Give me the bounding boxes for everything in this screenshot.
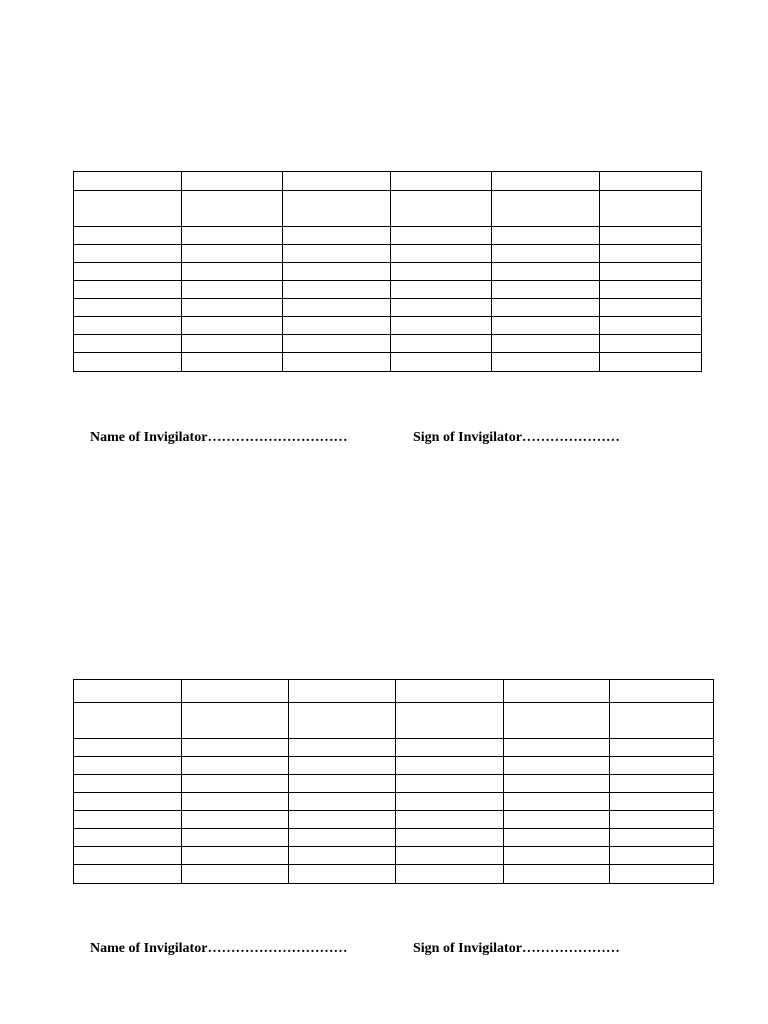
table-cell	[600, 335, 702, 353]
table-cell	[289, 865, 396, 884]
name-of-invigilator-1	[90, 430, 347, 446]
table-cell	[289, 793, 396, 811]
table-cell	[391, 263, 492, 281]
table-cell	[283, 335, 391, 353]
table-cell	[74, 335, 182, 353]
table-cell	[182, 335, 283, 353]
table-cell	[391, 335, 492, 353]
table-cell	[74, 793, 182, 811]
table-cell	[182, 191, 283, 227]
table-cell	[610, 739, 714, 757]
table-cell	[289, 775, 396, 793]
table-cell	[391, 172, 492, 191]
table-cell	[283, 317, 391, 335]
table-cell	[600, 227, 702, 245]
table-cell	[504, 775, 610, 793]
table-cell	[391, 281, 492, 299]
table-row	[74, 865, 714, 884]
table-cell	[600, 172, 702, 191]
name-dots: …………………………	[207, 941, 348, 956]
table-cell	[600, 299, 702, 317]
table-cell	[492, 353, 600, 372]
table-cell	[74, 353, 182, 372]
table-row	[74, 317, 702, 335]
table-cell	[492, 191, 600, 227]
table-cell	[182, 811, 289, 829]
table-cell	[396, 811, 504, 829]
table-cell	[504, 865, 610, 884]
table-cell	[492, 263, 600, 281]
table-cell	[74, 847, 182, 865]
sign-of-invigilator-1	[413, 430, 620, 446]
name-label: Name of Invigilator	[90, 941, 208, 956]
table-cell	[283, 299, 391, 317]
table-cell	[610, 865, 714, 884]
table-cell	[182, 263, 283, 281]
invigilator-table-2	[73, 679, 714, 884]
table-cell	[610, 793, 714, 811]
table-cell	[74, 865, 182, 884]
sign-dots: …………………	[521, 430, 620, 445]
table-cell	[492, 299, 600, 317]
table-cell	[182, 245, 283, 263]
table-cell	[396, 847, 504, 865]
table-cell	[610, 703, 714, 739]
table-cell	[391, 317, 492, 335]
table-row	[74, 172, 702, 191]
table-cell	[182, 757, 289, 775]
table-cell	[74, 680, 182, 703]
name-label: Name of Invigilator	[90, 430, 208, 445]
table-row	[74, 829, 714, 847]
table-cell	[492, 281, 600, 299]
table-cell	[74, 829, 182, 847]
sign-dots: …………………	[521, 941, 620, 956]
sign-label: Sign of Invigilator	[413, 941, 522, 956]
table-cell	[182, 299, 283, 317]
table-cell	[182, 847, 289, 865]
table-cell	[396, 680, 504, 703]
table-cell	[74, 317, 182, 335]
table-cell	[182, 227, 283, 245]
table-cell	[600, 281, 702, 299]
table-row	[74, 793, 714, 811]
table-cell	[391, 227, 492, 245]
table-cell	[283, 353, 391, 372]
table-cell	[504, 680, 610, 703]
table-cell	[74, 245, 182, 263]
table-cell	[504, 703, 610, 739]
invigilator-table-1	[73, 171, 702, 372]
table-cell	[504, 829, 610, 847]
table-cell	[182, 317, 283, 335]
table-cell	[289, 847, 396, 865]
table-cell	[182, 775, 289, 793]
table-cell	[74, 757, 182, 775]
table-cell	[600, 353, 702, 372]
table-cell	[182, 739, 289, 757]
table-cell	[391, 353, 492, 372]
table-cell	[610, 811, 714, 829]
table-cell	[289, 829, 396, 847]
table-row	[74, 299, 702, 317]
table-cell	[492, 335, 600, 353]
table-cell	[74, 227, 182, 245]
table-cell	[504, 847, 610, 865]
table-cell	[396, 757, 504, 775]
table-cell	[182, 680, 289, 703]
table-cell	[492, 245, 600, 263]
table-cell	[600, 191, 702, 227]
table-cell	[182, 281, 283, 299]
table-cell	[283, 172, 391, 191]
table-row	[74, 245, 702, 263]
table-cell	[396, 739, 504, 757]
table-cell	[74, 299, 182, 317]
table-cell	[610, 829, 714, 847]
table-cell	[610, 775, 714, 793]
table-1-body	[74, 172, 702, 372]
table-cell	[283, 263, 391, 281]
table-row	[74, 335, 702, 353]
table-row	[74, 227, 702, 245]
table-cell	[74, 739, 182, 757]
table-cell	[74, 703, 182, 739]
table-cell	[396, 703, 504, 739]
table-cell	[289, 811, 396, 829]
table-cell	[182, 865, 289, 884]
table-cell	[492, 172, 600, 191]
table-cell	[74, 263, 182, 281]
table-cell	[289, 739, 396, 757]
table-cell	[391, 299, 492, 317]
table-cell	[610, 847, 714, 865]
table-cell	[289, 757, 396, 775]
table-cell	[504, 739, 610, 757]
table-row	[74, 353, 702, 372]
table-row	[74, 281, 702, 299]
name-of-invigilator-2	[90, 941, 347, 957]
table-cell	[391, 245, 492, 263]
table-cell	[289, 703, 396, 739]
table-cell	[610, 680, 714, 703]
table-cell	[283, 281, 391, 299]
table-row	[74, 191, 702, 227]
table-cell	[74, 281, 182, 299]
table-cell	[182, 793, 289, 811]
table-row	[74, 811, 714, 829]
table-cell	[182, 172, 283, 191]
table-cell	[504, 811, 610, 829]
table-cell	[74, 172, 182, 191]
table-cell	[182, 829, 289, 847]
table-cell	[289, 680, 396, 703]
table-cell	[283, 245, 391, 263]
table-row	[74, 680, 714, 703]
table-row	[74, 847, 714, 865]
table-cell	[74, 811, 182, 829]
sign-label: Sign of Invigilator	[413, 430, 522, 445]
table-cell	[396, 829, 504, 847]
table-cell	[492, 317, 600, 335]
table-cell	[74, 191, 182, 227]
table-cell	[74, 775, 182, 793]
table-cell	[391, 191, 492, 227]
table-cell	[600, 317, 702, 335]
name-dots: …………………………	[207, 430, 348, 445]
table-cell	[182, 353, 283, 372]
table-row	[74, 739, 714, 757]
table-cell	[610, 757, 714, 775]
table-cell	[504, 757, 610, 775]
table-cell	[492, 227, 600, 245]
table-row	[74, 263, 702, 281]
table-cell	[396, 775, 504, 793]
table-row	[74, 757, 714, 775]
table-cell	[396, 793, 504, 811]
table-row	[74, 775, 714, 793]
table-cell	[396, 865, 504, 884]
table-cell	[504, 793, 610, 811]
table-row	[74, 703, 714, 739]
table-cell	[283, 227, 391, 245]
table-cell	[600, 245, 702, 263]
table-cell	[600, 263, 702, 281]
table-cell	[182, 703, 289, 739]
table-2-body	[74, 680, 714, 884]
table-cell	[283, 191, 391, 227]
sign-of-invigilator-2	[413, 941, 620, 957]
